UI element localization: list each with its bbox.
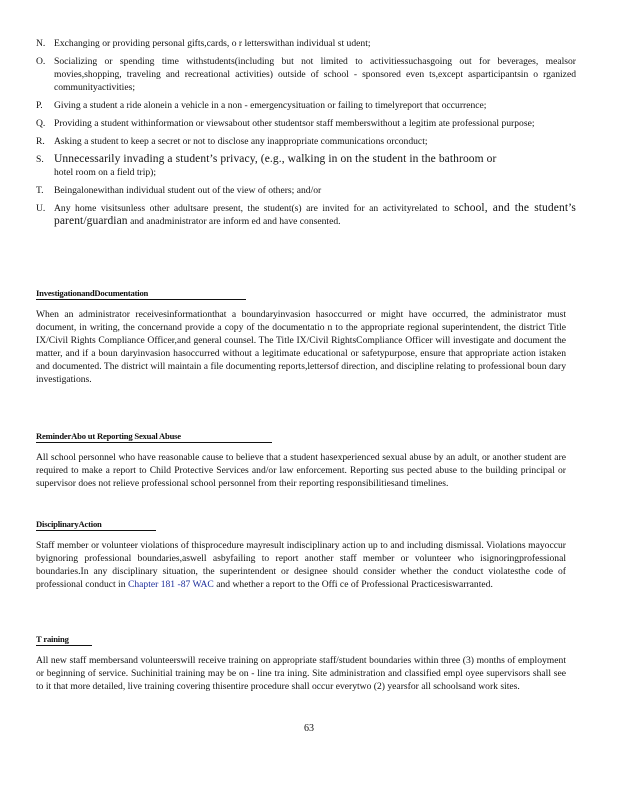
investigation-section (36, 287, 566, 386)
section-body: All new staff membersand volunteerswill receive training on appropriate staff/student boundaries within three (3) months of employment or beginning of service. Suchinitial training may be on - line tra ining. Site administration and classified empl oyee supervisors shall see to it that more detailed, live training covering thisentire procedure shall occur everytwo (2) yearsfor all schoolsand work sites. (36, 655, 566, 692)
item-text: Providing a student withinformation or viewsabout other studentsor staff memberswithout a legitim ate professional purpose; (54, 118, 535, 129)
list-item (36, 153, 576, 179)
item-text-wrapper (54, 202, 576, 228)
item-letter: S. (36, 154, 44, 165)
reminder-section (36, 430, 566, 490)
section-heading: InvestigationandDocumentation (36, 288, 246, 300)
list-item (36, 202, 576, 228)
list-item (36, 135, 576, 148)
page-number: 63 (304, 723, 314, 734)
item-text-wrapper (54, 153, 576, 179)
wac-chapter-link[interactable]: Chapter 181 -87 WAC (127, 579, 214, 590)
conduct-list (36, 37, 576, 233)
section-heading: ReminderAbo ut Reporting Sexual Abuse (36, 431, 272, 443)
section-heading: DisciplinaryAction (36, 519, 156, 531)
list-item (36, 184, 576, 197)
list-item (36, 99, 576, 112)
item-text: Beingalonewithan individual student out of the view of others; and/or (54, 185, 322, 196)
item-text: Exchanging or providing personal gifts,cards, o r letterswithan individual st udent; (54, 38, 371, 49)
section-body (36, 539, 566, 591)
body-text: Staff member or volunteer violations of thisprocedure mayresult indisciplinary action up to and including dismissal. Violations mayoccur byignoring professional boundaries,aswell asbyfailing to report another staff member or volunteer who isignoringprofessional boundaries.In any disciplinary situation, the superintendent or designee should consider whether the conduct violatesthe code of professional conduct in (36, 540, 566, 590)
item-text-large: Unnecessarily invading a student’s privacy, (e.g., walking in on the student in the bathroom or (54, 153, 497, 165)
list-item (36, 117, 576, 130)
item-text-large: school, and the student’s parent/guardian (54, 202, 576, 227)
item-text: hotel room on a field trip); (54, 167, 157, 178)
item-letter: U. (36, 203, 46, 214)
item-text-tail: and anadministrator are inform ed and have consented. (130, 216, 341, 227)
item-text: Socializing or spending time withstudents(including but not limited to activitiessuchasgoing out for beverages, mealsor movies,shopping, traveling and recreational activities) outside of school - sponsored even ts,except asparticipantsin o rganized communityactivities; (54, 56, 576, 93)
item-text: Giving a student a ride alonein a vehicle in a non - emergencysituation or failing to timelyreport that occurrence; (54, 100, 487, 111)
list-item (36, 55, 576, 94)
list-item (36, 37, 576, 50)
section-body: All school personnel who have reasonable cause to believe that a student hasexperienced sexual abuse by an adult, or another student are required to make a report to Child Protective Services and/or law enforcement. Reporting sus pected abuse to the building principal or supervisor does not relieve professional school personnel from their reporting responsibilitiesand timelines. (36, 452, 566, 489)
item-text: Asking a student to keep a secret or not to disclose any inappropriate communications orconduct; (54, 136, 428, 147)
section-heading: T raining (36, 634, 92, 646)
item-letter: N. (36, 38, 46, 49)
item-letter: R. (36, 136, 45, 147)
item-letter: O. (36, 56, 46, 67)
section-body: When an administrator receivesinformationthat a boundaryinvasion hasoccurred or might have occurred, the administrator must document, in writing, the concernand provide a copy of the documentatio n to the appropriate regional superintendent, the district Title IX/Civil Rights Compliance Officer,and general counsel. The Title IX/Civil RightsCompliance Officer will investigate and document the matter, and if a boun daryinvasion hasoccurred without a legitimate educational or safetypurpose, ensure that appropriate action istaken and documented. The district will maintain a file documenting reports,lettersof direction, and discipline relating to professional boun dary investigations. (36, 309, 566, 385)
item-text: Any home visitsunless other adultsare present, the student(s) are invited for an activityrelated to (54, 203, 450, 214)
body-text: and whether a report to the Offi ce of Professional Practicesiswarranted. (216, 579, 493, 590)
item-letter: T. (36, 185, 44, 196)
training-section (36, 633, 566, 693)
item-letter: Q. (36, 118, 46, 129)
item-letter: P. (36, 100, 43, 111)
disciplinary-section (36, 518, 566, 591)
